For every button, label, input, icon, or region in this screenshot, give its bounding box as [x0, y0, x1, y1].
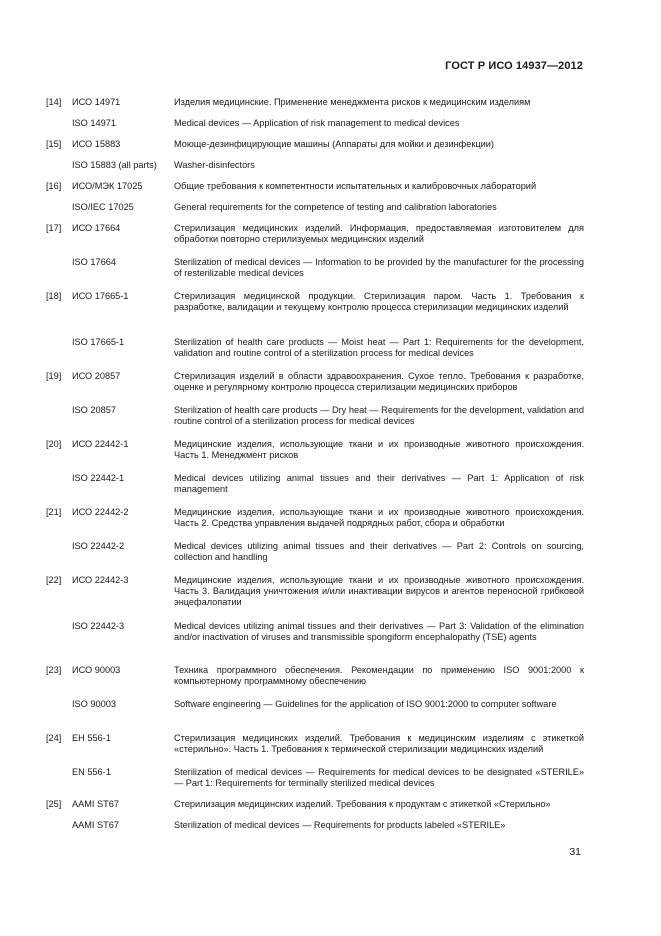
reference-number: [17] — [46, 223, 62, 233]
reference-title: Общие требования к компетентности испытательных и калибровочных лабораторий — [174, 181, 537, 191]
reference-number — [46, 202, 72, 213]
reference-number — [46, 118, 72, 129]
reference-row — [46, 405, 584, 427]
reference-row — [46, 257, 584, 279]
reference-row — [46, 621, 584, 643]
reference-row — [46, 202, 584, 213]
reference-row — [46, 139, 584, 150]
reference-title: Sterilization of health care products — Dry heat — Requirements for the development, validation and routine control of a sterilization process for medical devices — [174, 405, 584, 426]
reference-title: Sterilization of medical devices — Requirements for medical devices to be designated «STERILE» — Part 1: Requirements for terminally sterilized medical devices — [174, 767, 584, 788]
reference-title: Стерилизация медицинской продукции. Стерилизация паром. Часть 1. Требования к разработке, валидации и текущему контролю процесса стерилизации медицинских изделий — [174, 291, 584, 312]
reference-code: ИСО 17665-1 — [72, 291, 129, 301]
reference-row — [46, 699, 584, 710]
reference-row — [46, 799, 584, 810]
reference-title: Стерилизация медицинских изделий. Требования к медицинским изделиям с этикеткой «стерильно». Часть 1. Требования к термической стерилизации медицинских изделий — [174, 733, 584, 754]
reference-title: Sterilization of health care products — Moist heat — Part 1: Requirements for the development, validation and routine control of a sterilization process for medical devices — [174, 337, 584, 358]
reference-code: ИСО/МЭК 17025 — [72, 181, 143, 191]
reference-code: ИСО 14971 — [72, 97, 121, 107]
reference-row — [46, 223, 584, 245]
reference-number: [22] — [46, 575, 62, 585]
reference-title: Медицинские изделия, использующие ткани и их производные животного происхождения. Часть 1. Менеджмент рисков — [174, 439, 584, 460]
reference-number: [18] — [46, 291, 62, 301]
reference-title: Washer-disinfectors — [174, 160, 255, 170]
reference-row — [46, 291, 584, 313]
reference-code: ISO 14971 — [72, 118, 116, 128]
reference-title: Стерилизация изделий в области здравоохранения. Сухое тепло. Требования к разработке, оценке и регулярному контролю процесса стерилизации медицинских приборов — [174, 371, 584, 392]
reference-code: ИСО 22442-3 — [72, 575, 129, 585]
reference-title: Medical devices — Application of risk management to medical devices — [174, 118, 460, 128]
reference-title: General requirements for the competence of testing and calibration laboratories — [174, 202, 497, 212]
reference-row — [46, 575, 584, 608]
reference-title: Medical devices utilizing animal tissues and their derivatives — Part 3: Validation of the elimination and/or inactivation of viruses and transmissible spongiform encephalopathy (TSE) agents — [174, 621, 584, 642]
reference-row — [46, 473, 584, 495]
reference-code: ISO 90003 — [72, 699, 116, 709]
reference-code: ISO 15883 (all parts) — [72, 160, 157, 170]
reference-number — [46, 767, 72, 789]
reference-row — [46, 767, 584, 789]
reference-code: EN 556-1 — [72, 767, 111, 777]
reference-number: [19] — [46, 371, 62, 381]
reference-title: Sterilization of medical devices — Information to be provided by the manufacturer for the processing of resterilizable medical devices — [174, 257, 584, 278]
reference-code: ИСО 22442-2 — [72, 507, 129, 517]
reference-code: ИСО 20857 — [72, 371, 121, 381]
reference-code: ISO 22442-3 — [72, 621, 125, 631]
reference-code: ISO 22442-1 — [72, 473, 125, 483]
reference-title: Изделия медицинские. Применение менеджмента рисков к медицинским изделиям — [174, 97, 531, 107]
reference-code: ИСО 15883 — [72, 139, 121, 149]
reference-title: Стерилизация медицинских изделий. Информация, предоставляемая изготовителем для обработки повторно стерилизуемых медицинских изделий — [174, 223, 584, 244]
reference-number — [46, 699, 72, 710]
reference-number: [14] — [46, 97, 62, 107]
reference-title: Медицинские изделия, использующие ткани и их производные животного происхождения. Часть 3. Валидация уничтожения и/или инактивации вирусов и агентов переносной грибковой энцефалопатии — [174, 575, 584, 607]
reference-title: Стерилизация медицинских изделий. Требования к продуктам с этикеткой «Стерильно» — [174, 799, 551, 809]
reference-code: AAMI ST67 — [72, 799, 119, 809]
reference-row — [46, 371, 584, 393]
reference-code: ИСО 17664 — [72, 223, 121, 233]
reference-row — [46, 181, 584, 192]
reference-title: Sterilization of medical devices — Requirements for products labeled «STERILE» — [174, 820, 506, 830]
reference-code: AAMI ST67 — [72, 820, 119, 830]
reference-title: Medical devices utilizing animal tissues and their derivatives — Part 2: Controls on sourcing, collection and handling — [174, 541, 584, 562]
reference-number — [46, 337, 72, 359]
reference-number: [21] — [46, 507, 62, 517]
reference-number: [23] — [46, 665, 62, 675]
reference-row — [46, 160, 584, 171]
reference-number — [46, 405, 72, 427]
reference-code: ЕН 556-1 — [72, 733, 111, 743]
reference-row — [46, 733, 584, 755]
reference-number: [25] — [46, 799, 62, 809]
reference-number: [24] — [46, 733, 62, 743]
reference-code: ISO 17665-1 — [72, 337, 125, 347]
reference-code: ИСО 90003 — [72, 665, 121, 675]
reference-row — [46, 337, 584, 359]
reference-number: [15] — [46, 139, 62, 149]
reference-row — [46, 507, 584, 529]
reference-row — [46, 541, 584, 563]
reference-row — [46, 820, 584, 831]
reference-number — [46, 621, 72, 643]
reference-number: [16] — [46, 181, 62, 191]
reference-row — [46, 118, 584, 129]
reference-number — [46, 160, 72, 171]
document-header: ГОСТ Р ИСО 14937—2012 — [445, 60, 583, 72]
reference-number — [46, 541, 72, 563]
reference-code: ISO 20857 — [72, 405, 116, 415]
reference-title: Медицинские изделия, использующие ткани и их производные животного происхождения. Часть 2. Средства управления выдачей подрядных работ, сбора и обработки — [174, 507, 584, 528]
reference-number: [20] — [46, 439, 62, 449]
page-number: 31 — [569, 846, 581, 858]
reference-code: ISO 17664 — [72, 257, 116, 267]
reference-row — [46, 439, 584, 461]
reference-title: Medical devices utilizing animal tissues and their derivatives — Part 1: Application of risk management — [174, 473, 584, 494]
reference-row — [46, 665, 584, 687]
reference-code: ISO 22442-2 — [72, 541, 125, 551]
reference-number — [46, 257, 72, 279]
reference-title: Моюще-дезинфицирующие машины (Аппараты для мойки и дезинфекции) — [174, 139, 494, 149]
reference-code: ИСО 22442-1 — [72, 439, 129, 449]
reference-row — [46, 97, 584, 108]
reference-number — [46, 820, 72, 831]
reference-number — [46, 473, 72, 495]
reference-title: Техника программного обеспечения. Рекомендации по применению ISO 9001:2000 к компьютерному программному обеспечению — [174, 665, 584, 686]
reference-title: Software engineering — Guidelines for the application of ISO 9001:2000 to computer software — [174, 699, 557, 709]
reference-code: ISO/IEC 17025 — [72, 202, 134, 212]
